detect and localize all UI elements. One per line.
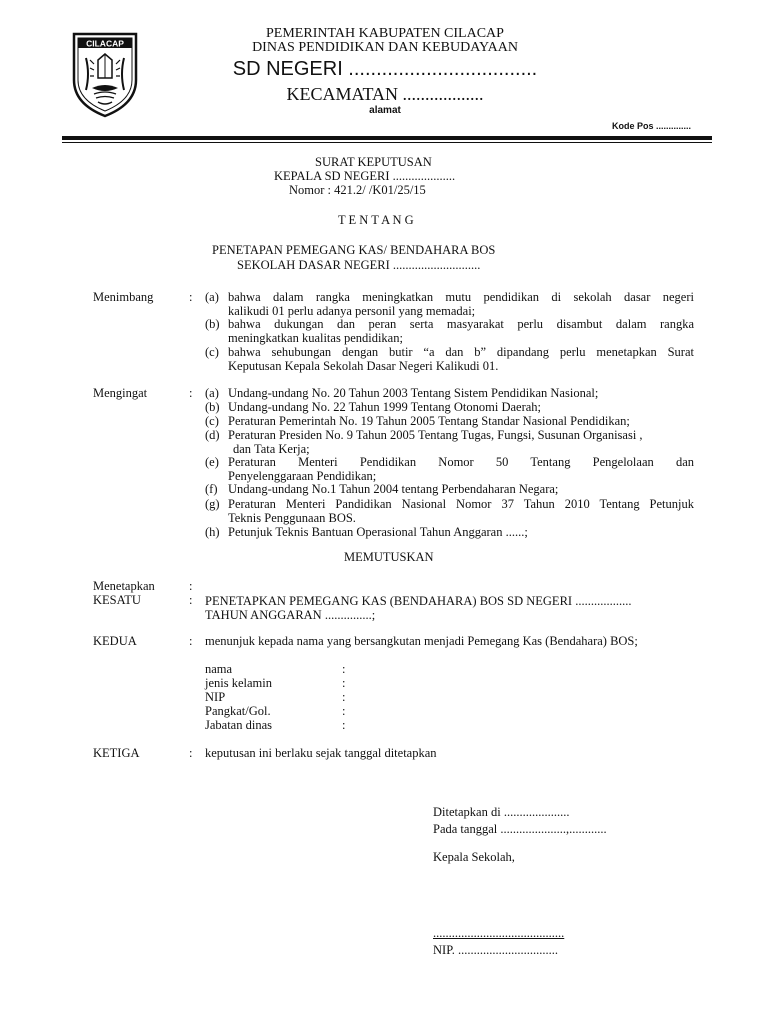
district-name: KECAMATAN ..................: [286, 84, 484, 104]
mengingat-item-line1: Peraturan Pemerintah No. 19 Tahun 2005 Tentang Standar Nasional Pendidikan;: [228, 414, 630, 428]
menimbang-item-mark: (b): [205, 317, 220, 331]
menimbang-label: Menimbang: [93, 290, 154, 304]
signature-place: Ditetapkan di .....................: [433, 805, 570, 819]
decree-title: SURAT KEPUTUSAN: [315, 155, 432, 169]
mengingat-item-line1: Undang-undang No.1 Tahun 2004 tentang Perbendaharan Negara;: [228, 482, 559, 496]
signature-name-line: ..........................................: [433, 926, 565, 940]
field-label: nama: [205, 662, 233, 676]
field-label: NIP: [205, 690, 226, 704]
mengingat-item-line1: Petunjuk Teknis Bantuan Operasional Tahun Anggaran ......;: [228, 525, 528, 539]
field-label: jenis kelamin: [205, 676, 272, 690]
school-name: SD NEGERI ..................................: [232, 58, 538, 80]
menimbang-item-mark: (a): [205, 290, 219, 304]
mengingat-item-line2: Penyelenggaraan Pendidikan;: [228, 469, 377, 483]
crest-logo-text: CILACAP: [86, 38, 124, 49]
mengingat-item-mark: (c): [205, 414, 219, 428]
mengingat-item-mark: (b): [205, 400, 220, 414]
signature-date: Pada tanggal .....................,............: [433, 822, 607, 836]
mengingat-item-mark: (a): [205, 386, 219, 400]
kesatu-line1: PENETAPKAN PEMEGANG KAS (BENDAHARA) BOS SD NEGERI ..................: [205, 594, 632, 608]
ketiga-label: KETIGA: [93, 746, 140, 760]
mengingat-item-line1: Undang-undang No. 22 Tahun 1999 Tentang Otonomi Daerah;: [228, 400, 542, 414]
decree-issuer: KEPALA SD NEGERI ....................: [274, 169, 456, 183]
mengingat-item-mark: (h): [205, 525, 220, 539]
decree-number: Nomor : 421.2/ /K01/25/15: [289, 183, 426, 197]
signature-position: Kepala Sekolah,: [433, 850, 515, 864]
signature-nip: NIP. ................................: [433, 943, 559, 957]
mengingat-item-mark: (d): [205, 428, 220, 442]
menetapkan-label: Menetapkan: [93, 579, 155, 593]
mengingat-label: Mengingat: [93, 386, 148, 400]
field-label: Jabatan dinas: [205, 718, 272, 732]
menimbang-item-line2: kalikudi 01 perlu adanya personil yang memadai;: [228, 304, 476, 318]
mengingat-item-mark: (e): [205, 455, 219, 469]
mengingat-item-line1: Peraturan Menteri Pendidikan Nomor 50 Tentang Pengelolaan dan: [228, 455, 694, 469]
field-label: Pangkat/Gol.: [205, 704, 271, 718]
mengingat-item-line1: Peraturan Presiden No. 9 Tahun 2005 Tentang Tugas, Fungsi, Susunan Organisasi ,: [228, 428, 643, 442]
menimbang-item-line2: meningkatkan kualitas pendidikan;: [228, 331, 403, 345]
mengingat-item-line1: Peraturan Menteri Pandidikan Nasional Nomor 37 Tahun 2010 Tentang Petunjuk: [228, 497, 694, 511]
kedua-text: menunjuk kepada nama yang bersangkutan menjadi Pemegang Kas (Bendahara) BOS;: [205, 634, 638, 648]
letterhead-divider: [62, 136, 712, 140]
menimbang-item-line2: Keputusan Kepala Sekolah Dasar Negeri Kalikudi 01.: [228, 359, 499, 373]
department-name: DINAS PENDIDIKAN DAN KEBUDAYAAN: [252, 40, 518, 55]
subject-line-2: SEKOLAH DASAR NEGERI ............................: [237, 258, 481, 272]
agency-name: PEMERINTAH KABUPATEN CILACAP: [266, 26, 504, 41]
menimbang-item-mark: (c): [205, 345, 219, 359]
mengingat-item-line1: Undang-undang No. 20 Tahun 2003 Tentang Sistem Pendidikan Nasional;: [228, 386, 599, 400]
ketiga-text: keputusan ini berlaku sejak tanggal ditetapkan: [205, 746, 437, 760]
memutuskan-heading: MEMUTUSKAN: [344, 550, 434, 564]
tentang-heading: T E N T A N G: [338, 213, 414, 227]
subject-line-1: PENETAPAN PEMEGANG KAS/ BENDAHARA BOS: [212, 243, 496, 257]
address: alamat: [369, 105, 401, 116]
postal-code: Kode Pos ..............: [612, 121, 692, 131]
regency-crest-logo: [70, 30, 140, 118]
mengingat-item-line2: Teknis Penggunaan BOS.: [228, 511, 356, 525]
mengingat-item-line2: dan Tata Kerja;: [233, 442, 310, 456]
mengingat-item-mark: (f): [205, 482, 218, 496]
kesatu-label: KESATU: [93, 593, 141, 607]
menimbang-item-line1: bahwa dukungan dan peran serta masyarakat perlu disambut dalam rangka: [228, 317, 694, 331]
menimbang-item-line1: bahwa dalam rangka meningkatkan mutu pendidikan di sekolah dasar negeri: [228, 290, 694, 304]
kesatu-line2: TAHUN ANGGARAN ...............;: [205, 608, 376, 622]
kedua-label: KEDUA: [93, 634, 137, 648]
mengingat-item-mark: (g): [205, 497, 220, 511]
letterhead-divider-thin: [62, 142, 712, 143]
menimbang-item-line1: bahwa sehubungan dengan butir “a dan b” dipandang perlu menetapkan Surat: [228, 345, 694, 359]
